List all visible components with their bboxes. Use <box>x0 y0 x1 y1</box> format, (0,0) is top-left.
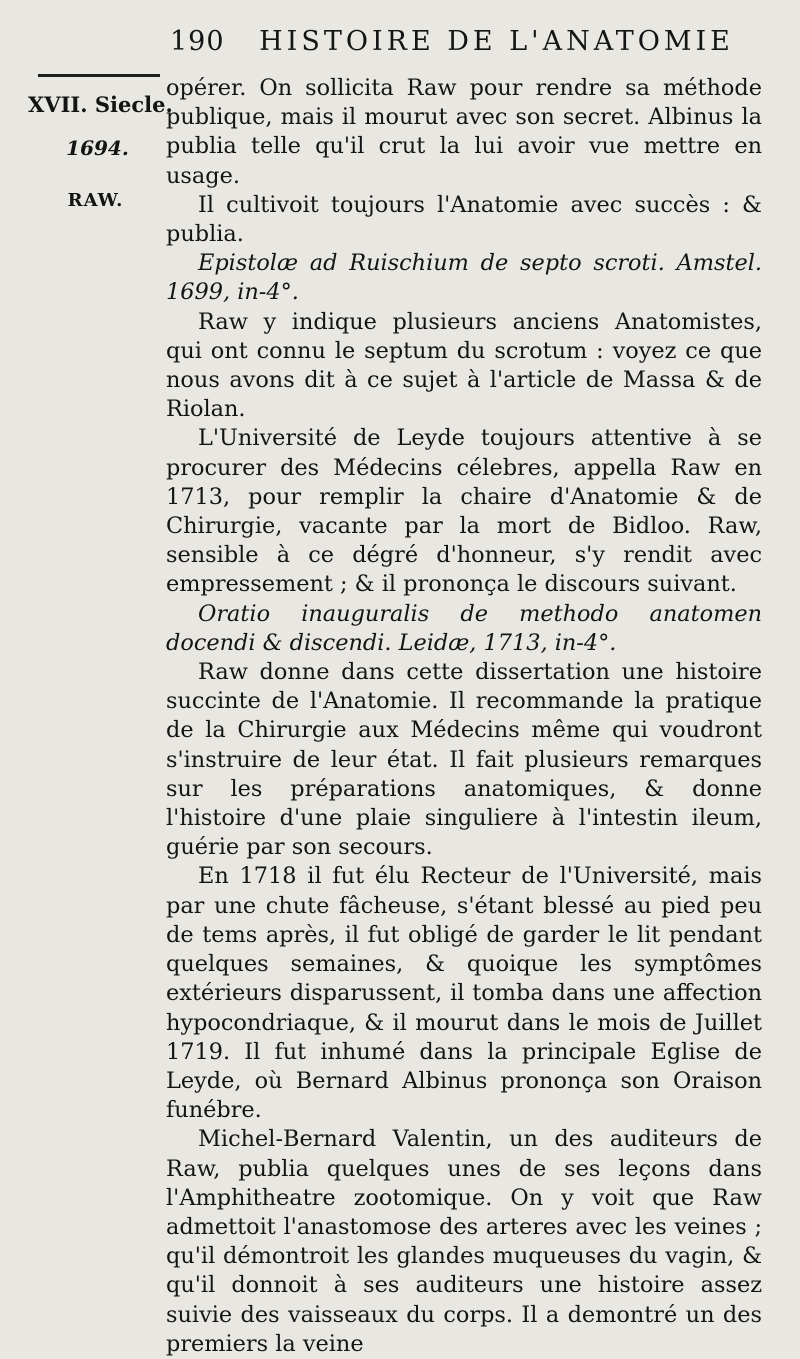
body-text <box>166 74 762 1359</box>
margin-note-name: RAW. <box>67 190 124 211</box>
paragraph: Raw y indique plusieurs anciens Anatomistes, qui ont connu le septum du scrotum : voyez ce que nous avons dit à ce sujet à l'article de Massa & de Riolan. <box>166 308 762 423</box>
margin-note-century: XVII. Siecle. <box>28 92 173 117</box>
paragraph: L'Université de Leyde toujours attentive à se procurer des Médecins célebres, appella Raw en 1713, pour remplir la chaire d'Anatomie & de Chirurgie, vacante par la mort de Bidloo. Raw, sensible à ce dégré d'honneur, s'y rendit avec empressement ; & il prononça le discours suivant. <box>166 425 762 598</box>
running-title: HISTOIRE DE L'ANATOMIE <box>259 26 734 57</box>
running-header <box>170 26 770 57</box>
paragraph: Il cultivoit toujours l'Anatomie avec succès : & publia. <box>166 191 762 248</box>
paragraph: opérer. On sollicita Raw pour rendre sa méthode publique, mais il mourut avec son secret. Albinus la publia telle qu'il crut la lui avoir vue mettre en usage. <box>166 75 762 189</box>
citation-italic: Oratio inauguralis de methodo anatomen docendi & discendi. Leidæ, 1713, in-4°. <box>166 600 762 656</box>
page-number: 190 <box>170 26 225 57</box>
margin-note-year: 1694. <box>66 136 129 160</box>
paragraph: Michel-Bernard Valentin, un des auditeurs de Raw, publia quelques unes de ses leçons dans l'Amphitheatre zootomique. On y voit que Raw admettoit l'anastomose des arteres avec les veines ; qu'il démontroit les glandes muqueuses du vagin, & qu'il donnoit à ses auditeurs une histoire assez suivie des vaisseaux du corps. Il a demontré un des premiers la veine <box>166 1126 762 1357</box>
paragraph: En 1718 il fut élu Recteur de l'Université, mais par une chute fâcheuse, s'étant blessé au pied peu de tems après, il fut obligé de garder le lit pendant quelques semaines, & quoique les symptômes extérieurs disparussent, il tomba dans une affection hypocondriaque, & il mourut dans le mois de Juillet 1719. Il fut inhumé dans la principale Eglise de Leyde, où Bernard Albinus prononça son Oraison funébre. <box>166 863 762 1124</box>
citation-italic: Epistolæ ad Ruischium de septo scroti. Amstel. 1699, in-4°. <box>166 250 762 306</box>
margin-rule <box>38 74 160 77</box>
paragraph: Raw donne dans cette dissertation une histoire succinte de l'Anatomie. Il recommande la pratique de la Chirurgie aux Médecins même qui voudront s'instruire de leur état. Il fait plusieurs remarques sur les préparations anatomiques, & donne l'histoire d'une plaie singuliere à l'intestin ileum, guérie par son secours. <box>166 659 762 861</box>
